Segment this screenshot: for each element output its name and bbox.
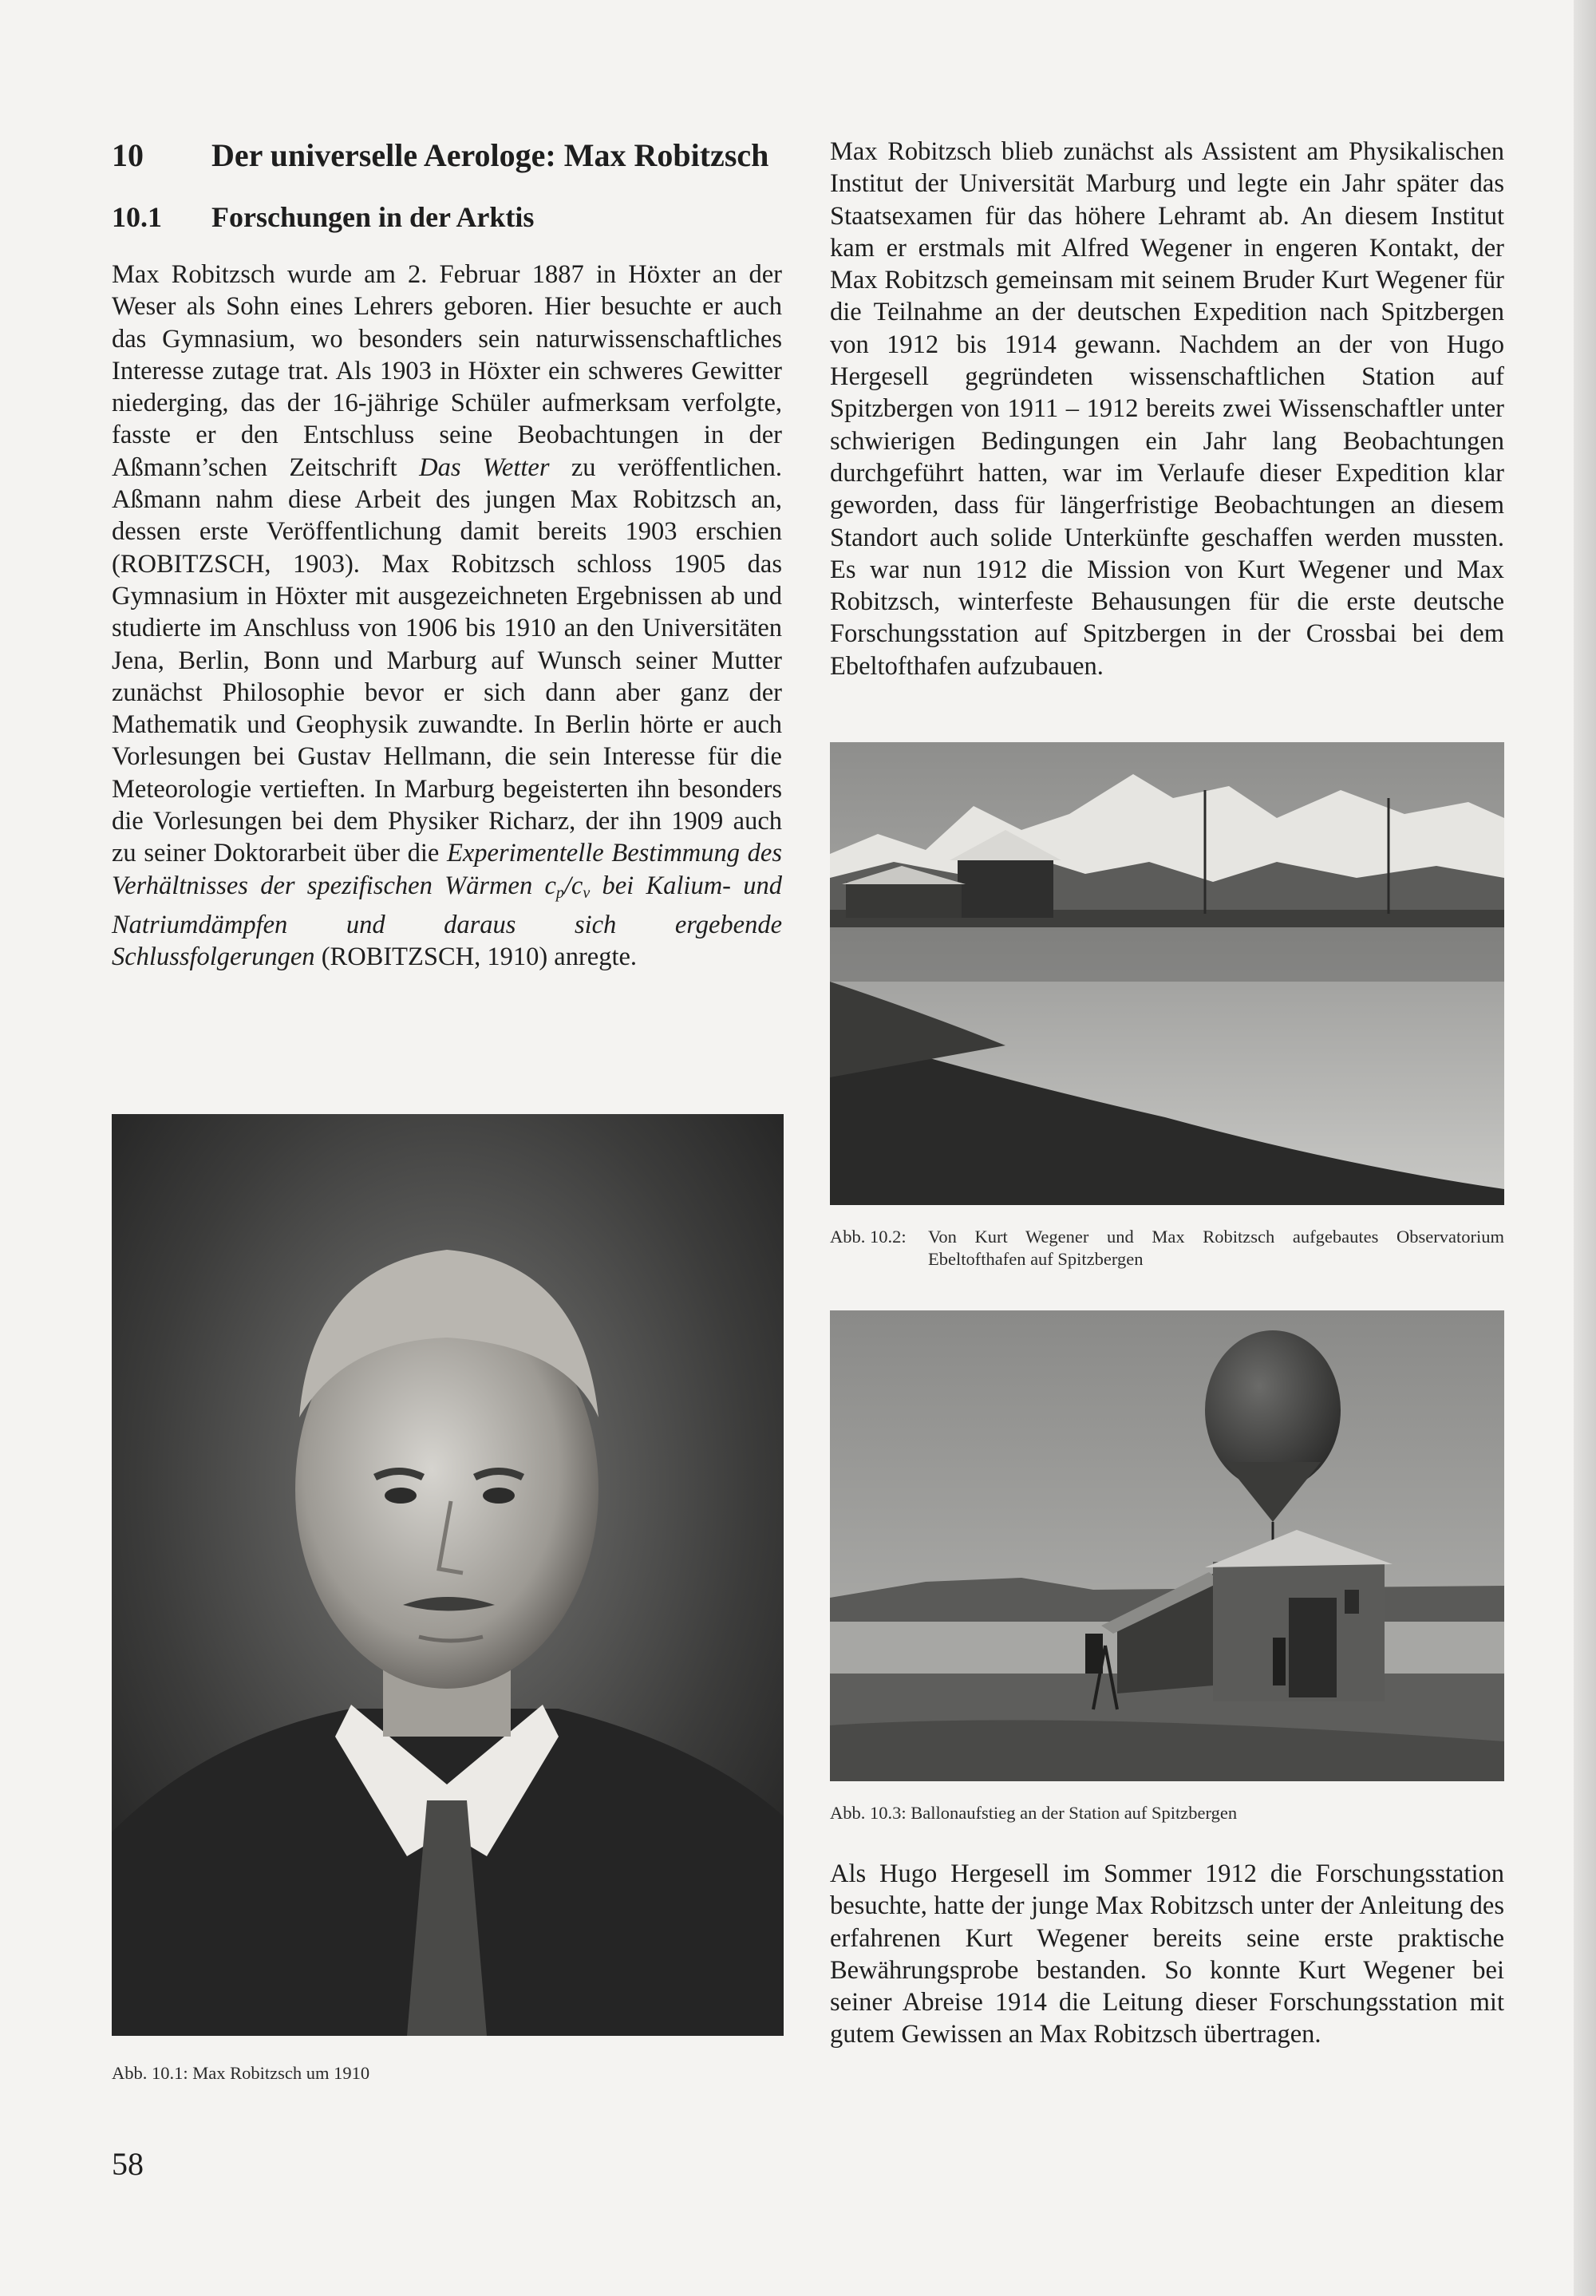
- subscript: p: [555, 883, 564, 902]
- section-title: Forschungen in der Arktis: [211, 201, 535, 233]
- text-run: Experimentelle Bestimmung des Verhältnisses der spezifischen Wärmen c: [112, 839, 782, 900]
- caption-label: Abb. 10.2:: [830, 1227, 907, 1247]
- text-run: /c: [563, 871, 583, 900]
- portrait-photo: [112, 1114, 784, 2036]
- chapter-title: Der universelle Aerologe: Max Robitzsch: [211, 137, 769, 173]
- caption-label: Abb. 10.3:: [830, 1803, 907, 1823]
- subscript: v: [583, 883, 591, 902]
- right-bottom-column: [830, 1858, 1504, 2051]
- caption-label: Abb. 10.1:: [112, 2063, 188, 2083]
- left-column: [112, 136, 782, 974]
- journal-title: Das Wetter: [419, 452, 550, 482]
- balloon-photo: [830, 1310, 1504, 1781]
- right-column: [830, 136, 1504, 682]
- figure-caption-10-3: [830, 1802, 1504, 1824]
- text-run: Max Robitzsch wurde am 2. Februar 1887 in Höxter an der Weser als Sohn eines Lehrers geboren. Hier besuchte er auch das Gymnasium, wo besonders sein naturwissenschaftliches Interesse zutage trat. Als 1903 in Höxter ein schweres Gewitter niederging, das der 16-jährige Schüler aufmerksam verfolgte, fasste er den Entschluss seine Beobachtungen in der Aßmann’schen Zeitschrift: [112, 260, 782, 482]
- chapter-number: 10: [112, 137, 144, 173]
- text-run: zu veröffentlichen. Aßmann nahm diese Arbeit des jungen Max Robitzsch an, dessen erste Veröffentlichung damit bereits 1903 erschien (ROBITZSCH, 1903). Max Robitzsch schloss 1905 das Gymnasium in Höxter mit ausgezeichneten Ergebnissen ab und studierte im Anschluss von 1906 bis 1910 an den Universitäten Jena, Berlin, Bonn und Marburg auf Wunsch seiner Mutter zunächst Philosophie bevor er sich dann aber ganz der Mathematik und Geophysik zuwandte. In Berlin hörte er auch Vorlesungen bei Gustav Hellmann, die sein Interesse für die Meteorologie vertieften. In Marburg begeisterten ihn besonders die Vorlesungen bei dem Physiker Richarz, der ihn 1909 auch zu seiner Doktorarbeit über die: [112, 452, 782, 868]
- chapter-heading: [112, 136, 782, 176]
- figure-caption-10-2: [830, 1226, 1504, 1271]
- figure-caption-10-1: [112, 2062, 782, 2085]
- observatory-photo: [830, 742, 1504, 1205]
- page-number: 58: [112, 2146, 144, 2182]
- section-heading: [112, 200, 782, 235]
- text-run: bei Kalium- und Natriumdämpfen und daraus sich ergebende Schlussfolgerungen: [112, 871, 782, 972]
- caption-text: Von Kurt Wegener und Max Robitzsch aufgebautes Observatorium Ebeltofthafen auf Spitzbergen: [928, 1227, 1504, 1269]
- page-edge-shadow: [1574, 0, 1596, 2296]
- section-number: 10.1: [112, 201, 162, 233]
- hergesell-paragraph: Als Hugo Hergesell im Sommer 1912 die Forschungsstation besuchte, hatte der junge Max Robitzsch unter der Anleitung des erfahrenen Kurt Wegener bereits seine erste praktische Bewährungsprobe bestanden. So konnte Kurt Wegener bei seiner Abreise 1914 die Leitung dieser Forschungsstation mit gutem Gewissen an Max Robitzsch übertragen.: [830, 1859, 1504, 2049]
- caption-text: Ballonaufstieg an der Station auf Spitzbergen: [911, 1803, 1238, 1823]
- text-run: (ROBITZSCH, 1910) anregte.: [314, 943, 638, 972]
- intro-paragraph: [112, 259, 782, 974]
- caption-text: Max Robitzsch um 1910: [192, 2063, 370, 2083]
- station-paragraph: Max Robitzsch blieb zunächst als Assistent am Physikalischen Institut der Universität Marburg und legte ein Jahr später das Staatsexamen für das höhere Lehramt ab. An diesem Institut kam er erstmals mit Alfred Wegener in engeren Kontakt, der Max Robitzsch gemeinsam mit seinem Bruder Kurt Wegener für die Teilnahme an der deutschen Expedition nach Spitzbergen von 1912 bis 1914 gewann. Nachdem an der von Hugo Hergesell gegründeten wissenschaftlichen Station auf Spitzbergen von 1911 – 1912 bereits zwei Wissenschaftler unter schwierigen Bedingungen ein Jahr lang Beobachtungen durchgeführt hatten, war im Verlaufe dieser Expedition klar geworden, dass für längerfristige Beobachtungen an diesem Standort auch solide Unterkünfte geschaffen werden mussten. Es war nun 1912 die Mission von Kurt Wegener und Max Robitzsch, winterfeste Behausungen für die erste deutsche Forschungsstation auf Spitzbergen in der Crossbai bei dem Ebeltofthafen aufzubauen.: [830, 137, 1504, 681]
